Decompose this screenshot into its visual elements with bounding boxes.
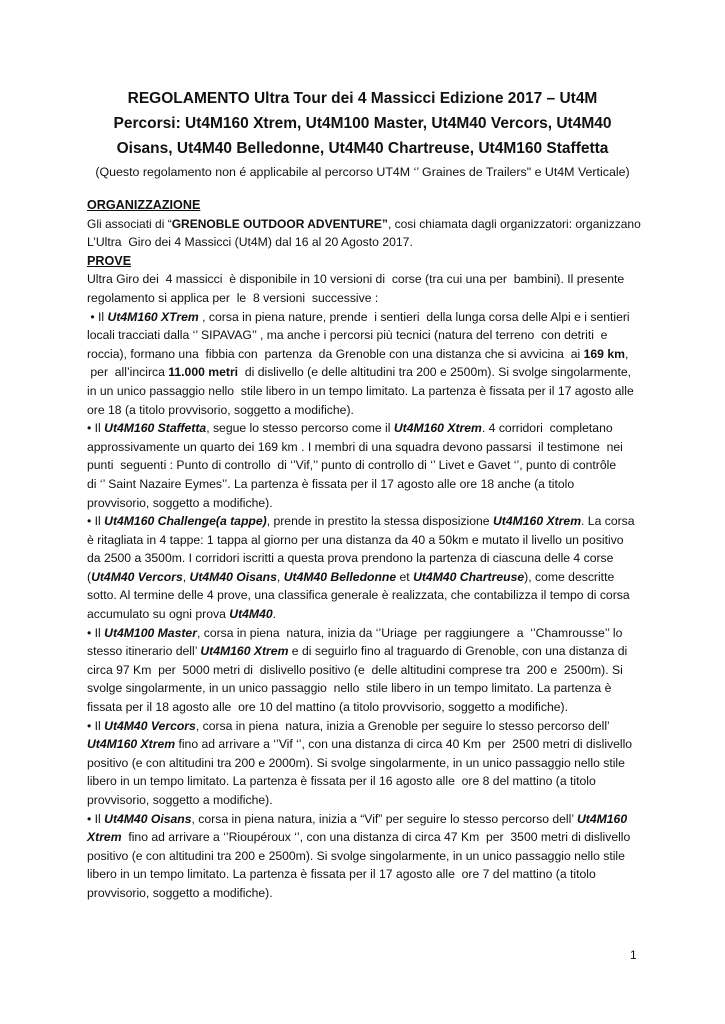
body-line xyxy=(87,438,647,457)
emphasis-text: Ut4M100 Master xyxy=(104,625,197,640)
text-run: libero in un tempo limitato. La partenza è fissata per il 16 agosto alle ore 8 del mattino (a titolo xyxy=(87,774,596,789)
body-line xyxy=(87,586,647,605)
text-run: , corsa in piena natura, inizia a Grenoble per seguire lo stesso percorso dell’ xyxy=(195,718,610,733)
text-run: , prende in prestito la stessa disposizione xyxy=(266,514,493,529)
emphasis-text: Ut4M160 Staffetta xyxy=(104,421,207,436)
document-title-line-2: Percorsi: Ut4M160 Xtrem, Ut4M100 Master, Ut4M40 Vercors, Ut4M40 xyxy=(113,115,612,132)
emphasis-text: Ut4M40 Vercors xyxy=(104,718,196,733)
document-body xyxy=(87,196,647,903)
body-line xyxy=(87,865,647,884)
text-run: stesso itinerario dell’ xyxy=(87,644,201,659)
text-run: locali tracciati dalla ‘’ SIPAVAG’’ , ma anche i percorsi più tecnici (natura del terreno con detriti e xyxy=(87,328,608,343)
body-line xyxy=(87,624,647,643)
text-run: provvisorio, soggetto a modifiche). xyxy=(87,793,273,807)
section-heading: ORGANIZZAZIONE xyxy=(87,198,201,212)
body-line xyxy=(87,698,647,717)
text-run: • Il xyxy=(87,514,105,529)
body-line xyxy=(87,419,647,438)
text-run: provvisorio, soggetto a modifiche). xyxy=(87,495,273,510)
emphasis-text: Ut4M160 Xtrem xyxy=(200,644,289,659)
text-run: positivo (e con altitudini tra 200 e 2000m). Si svolge singolarmente, in un unico passaggio nello stile xyxy=(87,755,625,770)
body-line xyxy=(87,456,647,475)
emphasis-text: Ut4M160 Xtrem xyxy=(393,421,482,436)
body-line xyxy=(87,215,647,234)
body-line xyxy=(87,847,647,866)
text-run: circa 97 Km per 5000 metri di dislivello positivo (e delle altitudini comprese tra 200 e 2500m). Si xyxy=(87,662,623,677)
body-line xyxy=(87,494,647,513)
text-run: regolamento si applica per le 8 versioni successive : xyxy=(87,290,379,305)
text-run: fino ad arrivare a ‘’Rioupéroux ‘’, con una distanza di circa 47 Km per 3500 metri di dislivello xyxy=(121,830,631,845)
body-line xyxy=(87,345,647,364)
body-line xyxy=(87,512,647,531)
text-run: da 2500 a 3500m. I corridori iscritti a questa prova prendono la partenza di ciascuna delle 4 corse xyxy=(87,551,614,566)
document-title-line-3: Oisans, Ut4M40 Belledonne, Ut4M40 Chartreuse, Ut4M160 Staffetta xyxy=(116,140,609,157)
text-run: , xyxy=(276,569,284,584)
text-run: , xyxy=(624,346,629,361)
text-run: , corsa in piena nature, prende i sentieri della lunga corsa delle Alpi e i sentieri xyxy=(198,309,630,324)
emphasis-text: Ut4M40 Chartreuse xyxy=(413,569,525,584)
emphasis-text: Ut4M160 Challenge(a tappe) xyxy=(104,514,267,529)
body-line xyxy=(87,326,647,345)
body-line xyxy=(87,772,647,791)
emphasis-text: Ut4M160 xyxy=(576,811,628,826)
text-run: sotto. Al termine delle 4 prove, una classifica generale è realizzata, che contabilizza il tempo di corsa xyxy=(87,588,630,603)
body-line xyxy=(87,531,647,550)
text-run: per all’incirca xyxy=(87,365,169,380)
document-subtitle: (Questo regolamento non é applicabile al percorso UT4M ‘’ Graines de Trailers" e Ut4M Verticale) xyxy=(95,165,630,179)
body-line xyxy=(87,382,647,401)
text-run: , corsa in piena natura, inizia da ‘’Uriage per raggiungere a ‘’Chamrousse’’ lo xyxy=(196,625,623,640)
text-run: , xyxy=(182,569,190,584)
body-line xyxy=(87,735,647,754)
body-line xyxy=(87,475,647,494)
emphasis-text: Ut4M160 Xtrem xyxy=(87,737,176,752)
emphasis-text: Ut4M160 XTrem xyxy=(107,309,199,324)
emphasis-text: Ut4M40 Vercors xyxy=(91,569,183,584)
text-run: ore 18 (a titolo provvisorio, soggetto a modifiche). xyxy=(87,402,354,417)
text-run: • Il xyxy=(87,309,108,324)
text-run: provvisorio, soggetto a modifiche). xyxy=(87,885,273,900)
emphasis-text: 169 km xyxy=(583,346,625,361)
document-title-line-1: REGOLAMENTO Ultra Tour dei 4 Massicci Edizione 2017 – Ut4M xyxy=(127,90,598,107)
text-run: ), come descritte xyxy=(524,569,615,584)
body-line xyxy=(87,717,647,736)
text-run: di dislivello (e delle altitudini tra 200 e 2500m). Si svolge singolarmente, xyxy=(238,365,631,380)
text-run: libero in un tempo limitato. La partenza è fissata per il 17 agosto alle ore 7 del mattino (a titolo xyxy=(87,867,596,882)
text-run: • Il xyxy=(87,421,105,436)
body-line xyxy=(87,661,647,680)
emphasis-text: Ut4M40 xyxy=(229,607,273,622)
body-line xyxy=(87,401,647,420)
body-line xyxy=(87,679,647,698)
text-run: e di seguirlo fino al traguardo di Grenoble, con una distanza di xyxy=(288,644,628,659)
text-run: , corsa in piena natura, inizia a “Vif” per seguire lo stesso percorso dell’ xyxy=(191,811,577,826)
body-line xyxy=(87,642,647,661)
emphasis-text: GRENOBLE OUTDOOR ADVENTURE” xyxy=(171,216,388,231)
text-run: svolge singolarmente, in un unico passaggio nello stile libero in un tempo limitato. La partenza è xyxy=(87,681,612,696)
body-line xyxy=(87,754,647,773)
text-run: di ‘’ Saint Nazaire Eymes’’. La partenza è fissata per il 17 agosto alle ore 18 anche (a titolo xyxy=(87,476,575,491)
text-run: • Il xyxy=(87,718,105,733)
text-run: ( xyxy=(87,569,92,584)
emphasis-text: Xtrem xyxy=(87,830,122,845)
text-run: è ritagliata in 4 tappe: 1 tappa al giorno per una distanza da 40 a 50km e mutato il livello un positivo xyxy=(87,532,624,547)
emphasis-text: Ut4M40 Belledonne xyxy=(283,569,397,584)
body-line xyxy=(87,884,647,903)
body-line xyxy=(87,289,647,308)
emphasis-text: Ut4M40 Oisans xyxy=(189,569,277,584)
text-run: • Il xyxy=(87,625,105,640)
text-run: . 4 corridori completano xyxy=(481,421,613,436)
text-run: Gli associati di “ xyxy=(87,216,172,231)
body-line xyxy=(87,568,647,587)
emphasis-text: Ut4M40 Oisans xyxy=(104,811,192,826)
text-run: . xyxy=(272,607,277,622)
body-line xyxy=(87,549,647,568)
emphasis-text: Ut4M160 Xtrem xyxy=(492,514,582,529)
text-run: roccia), formano una fibbia con partenza da Grenoble con una distanza che si avvicina ai xyxy=(87,346,584,361)
text-run: , cosi chiamata dagli organizzatori: organizzano xyxy=(387,216,641,231)
body-line xyxy=(87,233,647,252)
page-number: 1 xyxy=(630,948,637,962)
text-run: approssivamente un quarto dei 169 km . I membri di una squadra devono passarsi il testimone nei xyxy=(87,439,623,454)
text-run: L’Ultra Giro dei 4 Massicci (Ut4M) dal 16 al 20 Agosto 2017. xyxy=(87,235,413,250)
text-run: Ultra Giro dei 4 massicci è disponibile in 10 versioni di corse (tra cui una per bambini). Il presente xyxy=(87,272,625,287)
text-run: , segue lo stesso percorso come il xyxy=(206,421,394,436)
body-line xyxy=(87,791,647,810)
document-header xyxy=(60,86,665,182)
text-run: fino ad arrivare a ‘’Vif ‘’, con una distanza di circa 40 Km per 2500 metri di dislivello xyxy=(175,737,633,752)
text-run: positivo (e con altitudini tra 200 e 2500m). Si svolge singolarmente, in un unico passaggio nello stile xyxy=(87,848,625,863)
text-run: accumulato su ogni prova xyxy=(87,607,230,622)
body-line xyxy=(87,363,647,382)
body-line xyxy=(87,270,647,289)
text-run: in un unico passaggio nello stile libero in un tempo limitato. La partenza è fissata per il 17 agosto alle xyxy=(87,383,634,398)
text-run: • Il xyxy=(87,811,105,826)
section-heading: PROVE xyxy=(87,253,132,268)
text-run: punti seguenti : Punto di controllo di ‘’Vif,’’ punto di controllo di ‘’ Livet e Gavet ‘’, punto di contrôle xyxy=(87,458,617,473)
body-line xyxy=(87,810,647,829)
text-run: . La corsa xyxy=(581,514,635,529)
body-line xyxy=(87,308,647,327)
text-run: et xyxy=(396,569,414,584)
body-line xyxy=(87,605,647,624)
body-line xyxy=(87,828,647,847)
text-run: fissata per il 18 agosto alle ore 10 del mattino (a titolo provvisorio, soggetto a modifiche). xyxy=(87,700,568,715)
emphasis-text: 11.000 metri xyxy=(168,365,239,380)
